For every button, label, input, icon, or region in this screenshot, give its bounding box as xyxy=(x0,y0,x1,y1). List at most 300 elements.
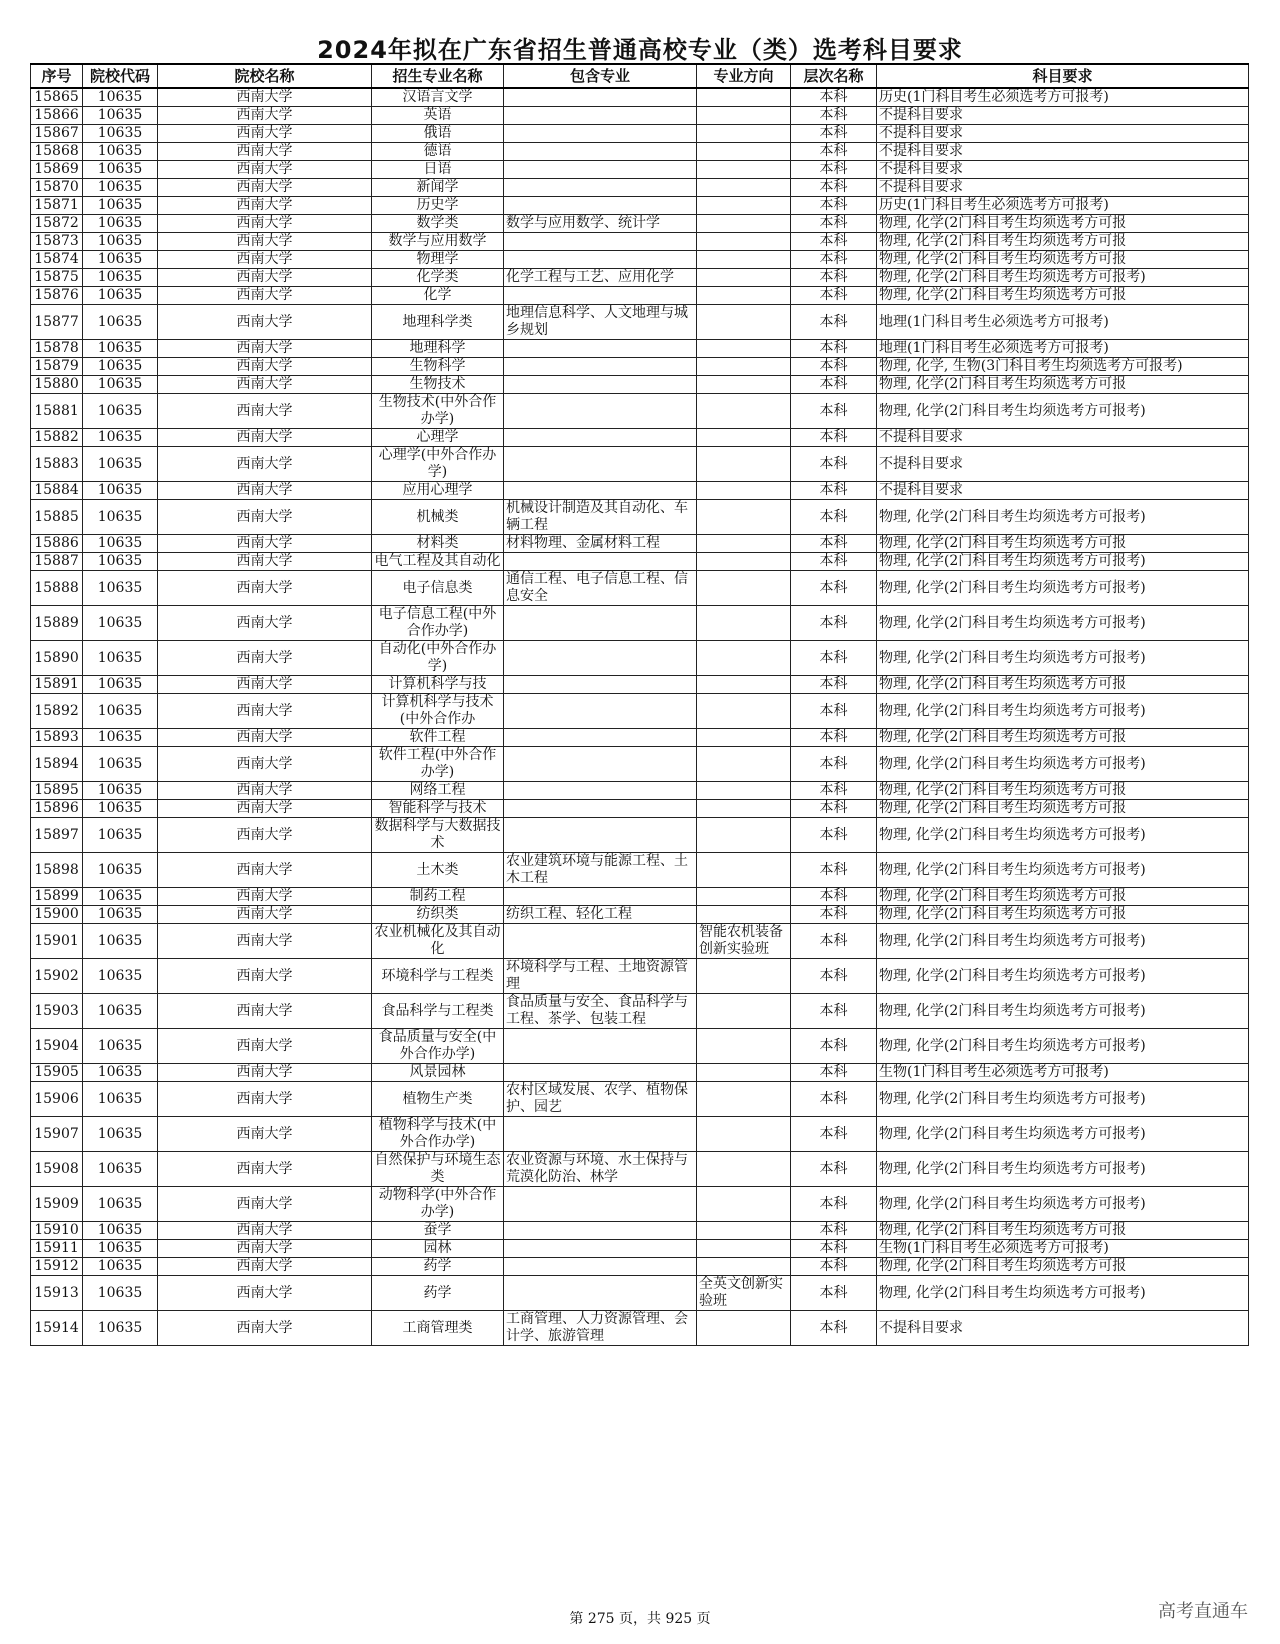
cell-included-majors: 环境科学与工程、土地资源管理 xyxy=(504,959,697,994)
cell-school-name: 西南大学 xyxy=(158,215,372,233)
cell-school-name: 西南大学 xyxy=(158,888,372,906)
cell-school-code: 10635 xyxy=(83,107,158,125)
cell-major-name: 环境科学与工程类 xyxy=(372,959,504,994)
cell-major-name: 物理学 xyxy=(372,251,504,269)
table-row xyxy=(31,143,1249,161)
cell-school-name: 西南大学 xyxy=(158,694,372,729)
cell-seq: 15894 xyxy=(31,747,83,782)
cell-included-majors xyxy=(504,1064,697,1082)
cell-subject-requirement: 物理, 化学(2门科目考生均须选考方可报考) xyxy=(877,924,1249,959)
cell-included-majors xyxy=(504,179,697,197)
cell-seq: 15910 xyxy=(31,1222,83,1240)
cell-school-code: 10635 xyxy=(83,747,158,782)
cell-school-name: 西南大学 xyxy=(158,305,372,340)
cell-major-name: 德语 xyxy=(372,143,504,161)
cell-included-majors xyxy=(504,1187,697,1222)
cell-major-name: 心理学 xyxy=(372,429,504,447)
cell-major-name: 化学类 xyxy=(372,269,504,287)
cell-subject-requirement: 物理, 化学(2门科目考生均须选考方可报考) xyxy=(877,1082,1249,1117)
cell-school-code: 10635 xyxy=(83,1187,158,1222)
cell-direction xyxy=(697,1222,791,1240)
cell-seq: 15892 xyxy=(31,694,83,729)
cell-level: 本科 xyxy=(791,179,877,197)
cell-school-name: 西南大学 xyxy=(158,107,372,125)
cell-seq: 15891 xyxy=(31,676,83,694)
cell-school-code: 10635 xyxy=(83,482,158,500)
cell-included-majors xyxy=(504,161,697,179)
cell-school-name: 西南大学 xyxy=(158,571,372,606)
cell-seq: 15914 xyxy=(31,1311,83,1346)
cell-subject-requirement: 物理, 化学(2门科目考生均须选考方可报 xyxy=(877,782,1249,800)
cell-school-name: 西南大学 xyxy=(158,535,372,553)
cell-subject-requirement: 不提科目要求 xyxy=(877,143,1249,161)
cell-direction xyxy=(697,853,791,888)
cell-level: 本科 xyxy=(791,251,877,269)
cell-direction xyxy=(697,500,791,535)
cell-seq: 15911 xyxy=(31,1240,83,1258)
cell-school-code: 10635 xyxy=(83,376,158,394)
cell-level: 本科 xyxy=(791,1222,877,1240)
cell-direction xyxy=(697,1082,791,1117)
cell-subject-requirement: 物理, 化学, 生物(3门科目考生均须选考方可报考) xyxy=(877,358,1249,376)
cell-school-code: 10635 xyxy=(83,143,158,161)
table-row xyxy=(31,959,1249,994)
cell-school-name: 西南大学 xyxy=(158,251,372,269)
cell-subject-requirement: 物理, 化学(2门科目考生均须选考方可报考) xyxy=(877,694,1249,729)
cell-school-name: 西南大学 xyxy=(158,800,372,818)
cell-subject-requirement: 物理, 化学(2门科目考生均须选考方可报考) xyxy=(877,994,1249,1029)
cell-school-name: 西南大学 xyxy=(158,676,372,694)
table-row xyxy=(31,853,1249,888)
cell-seq: 15866 xyxy=(31,107,83,125)
cell-direction xyxy=(697,888,791,906)
cell-school-code: 10635 xyxy=(83,994,158,1029)
cell-included-majors xyxy=(504,747,697,782)
cell-level: 本科 xyxy=(791,888,877,906)
cell-school-code: 10635 xyxy=(83,447,158,482)
cell-major-name: 园林 xyxy=(372,1240,504,1258)
cell-major-name: 农业机械化及其自动化 xyxy=(372,924,504,959)
cell-direction xyxy=(697,482,791,500)
cell-school-code: 10635 xyxy=(83,340,158,358)
cell-seq: 15902 xyxy=(31,959,83,994)
table-body xyxy=(31,88,1249,1346)
cell-level: 本科 xyxy=(791,906,877,924)
cell-subject-requirement: 物理, 化学(2门科目考生均须选考方可报 xyxy=(877,215,1249,233)
cell-school-code: 10635 xyxy=(83,500,158,535)
cell-school-code: 10635 xyxy=(83,197,158,215)
cell-seq: 15869 xyxy=(31,161,83,179)
cell-school-name: 西南大学 xyxy=(158,606,372,641)
cell-school-name: 西南大学 xyxy=(158,340,372,358)
table-row xyxy=(31,215,1249,233)
cell-level: 本科 xyxy=(791,924,877,959)
cell-subject-requirement: 物理, 化学(2门科目考生均须选考方可报 xyxy=(877,535,1249,553)
table-row xyxy=(31,994,1249,1029)
cell-school-code: 10635 xyxy=(83,924,158,959)
cell-major-name: 生物技术(中外合作办学) xyxy=(372,394,504,429)
cell-direction xyxy=(697,340,791,358)
cell-subject-requirement: 物理, 化学(2门科目考生均须选考方可报 xyxy=(877,1258,1249,1276)
table-row xyxy=(31,179,1249,197)
cell-subject-requirement: 地理(1门科目考生必须选考方可报考) xyxy=(877,305,1249,340)
cell-seq: 15870 xyxy=(31,179,83,197)
cell-direction xyxy=(697,197,791,215)
cell-included-majors xyxy=(504,233,697,251)
cell-subject-requirement: 物理, 化学(2门科目考生均须选考方可报 xyxy=(877,906,1249,924)
cell-included-majors xyxy=(504,251,697,269)
cell-subject-requirement: 物理, 化学(2门科目考生均须选考方可报考) xyxy=(877,818,1249,853)
cell-major-name: 蚕学 xyxy=(372,1222,504,1240)
header-subject-requirement: 科目要求 xyxy=(877,64,1249,88)
cell-school-name: 西南大学 xyxy=(158,358,372,376)
cell-included-majors xyxy=(504,641,697,676)
cell-level: 本科 xyxy=(791,376,877,394)
cell-subject-requirement: 历史(1门科目考生必须选考方可报考) xyxy=(877,88,1249,107)
cell-included-majors xyxy=(504,1276,697,1311)
cell-subject-requirement: 不提科目要求 xyxy=(877,161,1249,179)
cell-major-name: 日语 xyxy=(372,161,504,179)
cell-subject-requirement: 地理(1门科目考生必须选考方可报考) xyxy=(877,340,1249,358)
cell-included-majors: 机械设计制造及其自动化、车辆工程 xyxy=(504,500,697,535)
cell-level: 本科 xyxy=(791,197,877,215)
cell-level: 本科 xyxy=(791,482,877,500)
cell-school-name: 西南大学 xyxy=(158,161,372,179)
cell-school-code: 10635 xyxy=(83,1240,158,1258)
table-row xyxy=(31,358,1249,376)
cell-subject-requirement: 不提科目要求 xyxy=(877,447,1249,482)
cell-level: 本科 xyxy=(791,1117,877,1152)
cell-subject-requirement: 不提科目要求 xyxy=(877,107,1249,125)
cell-subject-requirement: 物理, 化学(2门科目考生均须选考方可报考) xyxy=(877,606,1249,641)
cell-school-name: 西南大学 xyxy=(158,394,372,429)
cell-seq: 15881 xyxy=(31,394,83,429)
cell-level: 本科 xyxy=(791,305,877,340)
cell-level: 本科 xyxy=(791,1311,877,1346)
cell-level: 本科 xyxy=(791,853,877,888)
cell-level: 本科 xyxy=(791,959,877,994)
cell-major-name: 电子信息类 xyxy=(372,571,504,606)
cell-school-code: 10635 xyxy=(83,959,158,994)
cell-level: 本科 xyxy=(791,571,877,606)
header-seq: 序号 xyxy=(31,64,83,88)
table-row xyxy=(31,269,1249,287)
cell-direction xyxy=(697,535,791,553)
cell-major-name: 应用心理学 xyxy=(372,482,504,500)
watermark-text: 高考直通车 xyxy=(1158,1601,1248,1622)
cell-level: 本科 xyxy=(791,676,877,694)
cell-major-name: 计算机科学与技术(中外合作办 xyxy=(372,694,504,729)
cell-included-majors: 农业建筑环境与能源工程、土木工程 xyxy=(504,853,697,888)
cell-school-code: 10635 xyxy=(83,553,158,571)
cell-level: 本科 xyxy=(791,1187,877,1222)
cell-subject-requirement: 不提科目要求 xyxy=(877,482,1249,500)
cell-direction xyxy=(697,125,791,143)
cell-included-majors: 农业资源与环境、水土保持与荒漠化防治、林学 xyxy=(504,1152,697,1187)
cell-seq: 15874 xyxy=(31,251,83,269)
cell-included-majors xyxy=(504,694,697,729)
cell-direction xyxy=(697,800,791,818)
cell-major-name: 历史学 xyxy=(372,197,504,215)
cell-major-name: 植物生产类 xyxy=(372,1082,504,1117)
cell-subject-requirement: 不提科目要求 xyxy=(877,179,1249,197)
cell-major-name: 风景园林 xyxy=(372,1064,504,1082)
cell-subject-requirement: 物理, 化学(2门科目考生均须选考方可报考) xyxy=(877,959,1249,994)
table-row xyxy=(31,1258,1249,1276)
cell-subject-requirement: 物理, 化学(2门科目考生均须选考方可报考) xyxy=(877,571,1249,606)
cell-seq: 15898 xyxy=(31,853,83,888)
cell-level: 本科 xyxy=(791,269,877,287)
cell-subject-requirement: 物理, 化学(2门科目考生均须选考方可报考) xyxy=(877,1276,1249,1311)
cell-school-name: 西南大学 xyxy=(158,959,372,994)
cell-seq: 15883 xyxy=(31,447,83,482)
cell-seq: 15872 xyxy=(31,215,83,233)
cell-school-code: 10635 xyxy=(83,1152,158,1187)
cell-included-majors xyxy=(504,553,697,571)
header-major-name: 招生专业名称 xyxy=(372,64,504,88)
table-row xyxy=(31,729,1249,747)
cell-school-code: 10635 xyxy=(83,853,158,888)
cell-subject-requirement: 物理, 化学(2门科目考生均须选考方可报 xyxy=(877,676,1249,694)
cell-level: 本科 xyxy=(791,553,877,571)
cell-direction xyxy=(697,305,791,340)
cell-school-code: 10635 xyxy=(83,125,158,143)
cell-seq: 15913 xyxy=(31,1276,83,1311)
cell-school-code: 10635 xyxy=(83,1276,158,1311)
cell-seq: 15882 xyxy=(31,429,83,447)
cell-school-name: 西南大学 xyxy=(158,269,372,287)
table-row xyxy=(31,818,1249,853)
cell-school-code: 10635 xyxy=(83,571,158,606)
cell-level: 本科 xyxy=(791,747,877,782)
cell-subject-requirement: 生物(1门科目考生必须选考方可报考) xyxy=(877,1064,1249,1082)
cell-major-name: 新闻学 xyxy=(372,179,504,197)
cell-direction xyxy=(697,729,791,747)
cell-school-code: 10635 xyxy=(83,1258,158,1276)
cell-level: 本科 xyxy=(791,1029,877,1064)
cell-school-code: 10635 xyxy=(83,641,158,676)
cell-major-name: 计算机科学与技 xyxy=(372,676,504,694)
cell-included-majors xyxy=(504,1258,697,1276)
cell-school-name: 西南大学 xyxy=(158,1117,372,1152)
table-row xyxy=(31,482,1249,500)
cell-direction xyxy=(697,233,791,251)
cell-school-name: 西南大学 xyxy=(158,1240,372,1258)
cell-school-name: 西南大学 xyxy=(158,1029,372,1064)
cell-school-name: 西南大学 xyxy=(158,1222,372,1240)
cell-major-name: 地理科学类 xyxy=(372,305,504,340)
cell-school-name: 西南大学 xyxy=(158,1064,372,1082)
cell-major-name: 英语 xyxy=(372,107,504,125)
cell-school-name: 西南大学 xyxy=(158,429,372,447)
cell-direction xyxy=(697,606,791,641)
cell-subject-requirement: 物理, 化学(2门科目考生均须选考方可报 xyxy=(877,888,1249,906)
cell-included-majors xyxy=(504,1222,697,1240)
cell-major-name: 化学 xyxy=(372,287,504,305)
table-row xyxy=(31,1311,1249,1346)
table-row xyxy=(31,1240,1249,1258)
cell-seq: 15897 xyxy=(31,818,83,853)
cell-school-name: 西南大学 xyxy=(158,447,372,482)
cell-seq: 15896 xyxy=(31,800,83,818)
header-direction: 专业方向 xyxy=(697,64,791,88)
cell-school-code: 10635 xyxy=(83,782,158,800)
cell-included-majors xyxy=(504,1240,697,1258)
cell-major-name: 药学 xyxy=(372,1276,504,1311)
cell-seq: 15906 xyxy=(31,1082,83,1117)
cell-subject-requirement: 物理, 化学(2门科目考生均须选考方可报 xyxy=(877,1222,1249,1240)
cell-seq: 15889 xyxy=(31,606,83,641)
cell-major-name: 地理科学 xyxy=(372,340,504,358)
cell-direction xyxy=(697,269,791,287)
cell-major-name: 电气工程及其自动化 xyxy=(372,553,504,571)
cell-major-name: 智能科学与技术 xyxy=(372,800,504,818)
table-row xyxy=(31,447,1249,482)
table-row xyxy=(31,1082,1249,1117)
table-row xyxy=(31,747,1249,782)
cell-school-code: 10635 xyxy=(83,1029,158,1064)
cell-direction xyxy=(697,179,791,197)
cell-seq: 15904 xyxy=(31,1029,83,1064)
table-row xyxy=(31,305,1249,340)
cell-included-majors xyxy=(504,818,697,853)
cell-subject-requirement: 物理, 化学(2门科目考生均须选考方可报考) xyxy=(877,269,1249,287)
cell-level: 本科 xyxy=(791,1064,877,1082)
cell-included-majors xyxy=(504,340,697,358)
cell-major-name: 生物科学 xyxy=(372,358,504,376)
cell-school-name: 西南大学 xyxy=(158,1152,372,1187)
cell-included-majors xyxy=(504,197,697,215)
table-row xyxy=(31,429,1249,447)
cell-school-name: 西南大学 xyxy=(158,233,372,251)
cell-level: 本科 xyxy=(791,125,877,143)
page-footer: 第 275 页，共 925 页 xyxy=(569,1611,711,1627)
cell-included-majors: 农村区域发展、农学、植物保护、园艺 xyxy=(504,1082,697,1117)
cell-major-name: 自然保护与环境生态类 xyxy=(372,1152,504,1187)
cell-major-name: 电子信息工程(中外合作办学) xyxy=(372,606,504,641)
cell-school-name: 西南大学 xyxy=(158,88,372,107)
table-row xyxy=(31,906,1249,924)
table-row xyxy=(31,782,1249,800)
cell-level: 本科 xyxy=(791,1276,877,1311)
cell-included-majors: 化学工程与工艺、应用化学 xyxy=(504,269,697,287)
table-row xyxy=(31,924,1249,959)
cell-seq: 15900 xyxy=(31,906,83,924)
cell-level: 本科 xyxy=(791,429,877,447)
cell-seq: 15909 xyxy=(31,1187,83,1222)
cell-seq: 15907 xyxy=(31,1117,83,1152)
cell-direction xyxy=(697,694,791,729)
cell-included-majors: 数学与应用数学、统计学 xyxy=(504,215,697,233)
cell-included-majors xyxy=(504,782,697,800)
cell-direction xyxy=(697,88,791,107)
cell-direction xyxy=(697,107,791,125)
cell-level: 本科 xyxy=(791,287,877,305)
cell-included-majors xyxy=(504,729,697,747)
cell-school-code: 10635 xyxy=(83,1082,158,1117)
cell-included-majors xyxy=(504,88,697,107)
table-row xyxy=(31,1152,1249,1187)
cell-major-name: 动物科学(中外合作办学) xyxy=(372,1187,504,1222)
cell-school-name: 西南大学 xyxy=(158,500,372,535)
header-school-name: 院校名称 xyxy=(158,64,372,88)
cell-seq: 15885 xyxy=(31,500,83,535)
cell-school-name: 西南大学 xyxy=(158,197,372,215)
cell-major-name: 心理学(中外合作办学) xyxy=(372,447,504,482)
cell-school-name: 西南大学 xyxy=(158,1187,372,1222)
cell-seq: 15893 xyxy=(31,729,83,747)
table-row xyxy=(31,197,1249,215)
cell-seq: 15888 xyxy=(31,571,83,606)
cell-school-code: 10635 xyxy=(83,161,158,179)
cell-school-name: 西南大学 xyxy=(158,482,372,500)
cell-school-name: 西南大学 xyxy=(158,179,372,197)
table-row xyxy=(31,88,1249,107)
table-row xyxy=(31,606,1249,641)
table-row xyxy=(31,571,1249,606)
table-row xyxy=(31,553,1249,571)
table-row xyxy=(31,888,1249,906)
cell-school-name: 西南大学 xyxy=(158,1082,372,1117)
cell-seq: 15877 xyxy=(31,305,83,340)
cell-school-name: 西南大学 xyxy=(158,641,372,676)
cell-seq: 15899 xyxy=(31,888,83,906)
cell-level: 本科 xyxy=(791,88,877,107)
cell-included-majors xyxy=(504,606,697,641)
table-row xyxy=(31,1029,1249,1064)
cell-major-name: 工商管理类 xyxy=(372,1311,504,1346)
cell-level: 本科 xyxy=(791,233,877,251)
cell-direction xyxy=(697,143,791,161)
cell-seq: 15884 xyxy=(31,482,83,500)
cell-subject-requirement: 物理, 化学(2门科目考生均须选考方可报考) xyxy=(877,394,1249,429)
cell-seq: 15875 xyxy=(31,269,83,287)
cell-direction xyxy=(697,287,791,305)
cell-direction xyxy=(697,394,791,429)
cell-seq: 15886 xyxy=(31,535,83,553)
cell-major-name: 制药工程 xyxy=(372,888,504,906)
cell-subject-requirement: 物理, 化学(2门科目考生均须选考方可报 xyxy=(877,800,1249,818)
cell-subject-requirement: 不提科目要求 xyxy=(877,429,1249,447)
cell-direction xyxy=(697,747,791,782)
cell-direction xyxy=(697,358,791,376)
cell-included-majors xyxy=(504,482,697,500)
cell-school-code: 10635 xyxy=(83,215,158,233)
cell-subject-requirement: 物理, 化学(2门科目考生均须选考方可报考) xyxy=(877,1152,1249,1187)
cell-school-code: 10635 xyxy=(83,179,158,197)
header-level: 层次名称 xyxy=(791,64,877,88)
cell-level: 本科 xyxy=(791,818,877,853)
cell-subject-requirement: 不提科目要求 xyxy=(877,1311,1249,1346)
cell-seq: 15865 xyxy=(31,88,83,107)
cell-subject-requirement: 不提科目要求 xyxy=(877,125,1249,143)
cell-school-code: 10635 xyxy=(83,606,158,641)
cell-school-name: 西南大学 xyxy=(158,853,372,888)
cell-level: 本科 xyxy=(791,994,877,1029)
cell-seq: 15880 xyxy=(31,376,83,394)
cell-school-code: 10635 xyxy=(83,906,158,924)
cell-level: 本科 xyxy=(791,606,877,641)
cell-seq: 15887 xyxy=(31,553,83,571)
table-row xyxy=(31,376,1249,394)
table-row xyxy=(31,1222,1249,1240)
cell-included-majors: 地理信息科学、人文地理与城乡规划 xyxy=(504,305,697,340)
cell-direction xyxy=(697,553,791,571)
cell-school-code: 10635 xyxy=(83,429,158,447)
cell-major-name: 食品质量与安全(中外合作办学) xyxy=(372,1029,504,1064)
cell-included-majors xyxy=(504,447,697,482)
cell-school-code: 10635 xyxy=(83,88,158,107)
